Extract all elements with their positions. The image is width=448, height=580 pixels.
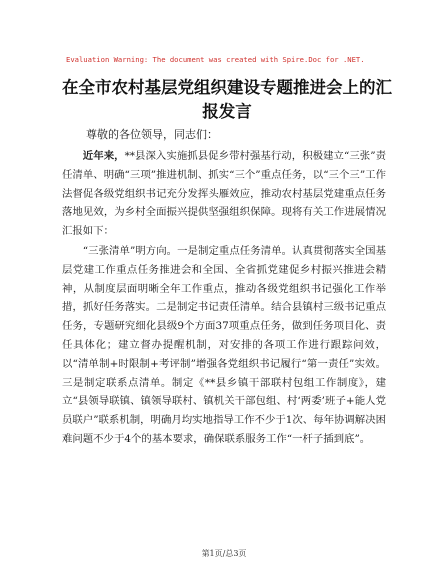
paragraph-1-lead: 近年来， [82, 150, 125, 162]
evaluation-warning: Evaluation Warning: The document was created with Spire.Doc for .NET. [66, 55, 365, 64]
document-title: 在全市农村基层党组织建设专题推进会上的汇报发言 [62, 78, 392, 121]
paragraph-1 [62, 147, 386, 241]
page-number: 第1页/总3页 [201, 549, 247, 558]
greeting-line: 尊敬的各位领导，同志们： [86, 128, 218, 141]
paragraph-2: “三张清单”明方向。一是制定重点任务清单。认真贯彻落实全国基层党建工作重点任务推进会和全国、全省抓党建促乡村振兴推进会精神，从制度层面明晰全年工作重点，推动各级党组织书记强化工作举措，抓好任务落实。二是制定书记责任清单。结合县镇村三级书记重点任务，专题研究细化县级9个方面37项重点任务，做到任务项目化、责任具体化；建立督办提醒机制，对安排的各项工作进行跟踪问效，以“清单制+时限制+考评制”增强各党组织书记履行“第一责任”实效。三是制定联系点清单。制定《**县乡镇干部联村包组工作制度》，建立“县领导联镇、镇领导联村、镇机关干部包组、村‘两委’班子+能人党员联户”联系机制，明确月均实地指导工作不少于1次、每年协调解决困难问题不少于4个的基本要求，确保联系服务工作“一杆子插到底”。 [62, 245, 386, 445]
paragraph-1-text: **县深入实施抓县促乡带村强基行动，积极建立“三张”责任清单、明确“三项”推进机制、抓实“三个”重点任务，以“三个三”工作法督促各级党组织书记充分发挥头雁效应，推动农村基层党建重点任务落地见效，为乡村全面振兴提供坚强组织保障。现将有关工作进展情况汇报如下： [62, 150, 387, 238]
